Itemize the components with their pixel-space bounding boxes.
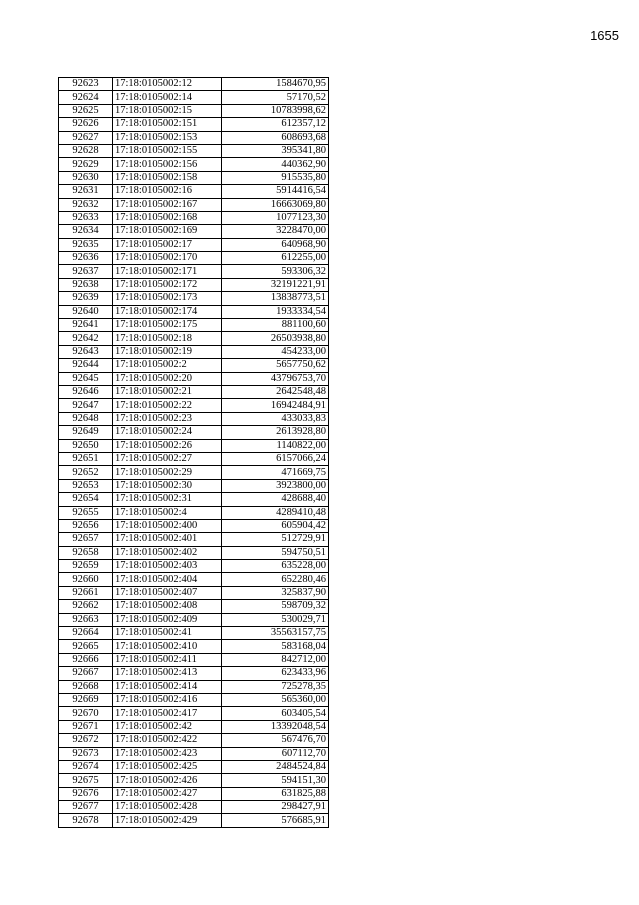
cadastral-value-cell: 583168,04 bbox=[222, 640, 329, 653]
cadastral-value-cell: 603405,54 bbox=[222, 707, 329, 720]
cadastral-number-cell: 17:18:0105002:429 bbox=[113, 814, 222, 827]
cadastral-number-cell: 17:18:0105002:19 bbox=[113, 345, 222, 358]
row-number-cell: 92641 bbox=[59, 319, 113, 332]
cadastral-number-cell: 17:18:0105002:22 bbox=[113, 399, 222, 412]
row-number-cell: 92628 bbox=[59, 144, 113, 157]
row-number-cell: 92636 bbox=[59, 252, 113, 265]
cadastral-number-cell: 17:18:0105002:158 bbox=[113, 171, 222, 184]
cadastral-value-cell: 43796753,70 bbox=[222, 372, 329, 385]
table-row bbox=[59, 787, 329, 800]
row-number-cell: 92656 bbox=[59, 519, 113, 532]
table-row bbox=[59, 774, 329, 787]
row-number-cell: 92672 bbox=[59, 734, 113, 747]
cadastral-number-cell: 17:18:0105002:23 bbox=[113, 412, 222, 425]
cadastral-value-cell: 13392048,54 bbox=[222, 720, 329, 733]
table-row bbox=[59, 479, 329, 492]
cadastral-value-table bbox=[58, 77, 329, 828]
table-row bbox=[59, 292, 329, 305]
cadastral-number-cell: 17:18:0105002:30 bbox=[113, 479, 222, 492]
table-row bbox=[59, 372, 329, 385]
cadastral-number-cell: 17:18:0105002:27 bbox=[113, 452, 222, 465]
table-row bbox=[59, 399, 329, 412]
cadastral-number-cell: 17:18:0105002:410 bbox=[113, 640, 222, 653]
table-row bbox=[59, 814, 329, 827]
cadastral-value-cell: 433033,83 bbox=[222, 412, 329, 425]
cadastral-number-cell: 17:18:0105002:168 bbox=[113, 211, 222, 224]
cadastral-number-cell: 17:18:0105002:24 bbox=[113, 426, 222, 439]
cadastral-number-cell: 17:18:0105002:404 bbox=[113, 573, 222, 586]
row-number-cell: 92663 bbox=[59, 613, 113, 626]
cadastral-number-cell: 17:18:0105002:29 bbox=[113, 466, 222, 479]
table-row bbox=[59, 412, 329, 425]
cadastral-number-cell: 17:18:0105002:169 bbox=[113, 225, 222, 238]
table-row bbox=[59, 680, 329, 693]
row-number-cell: 92625 bbox=[59, 104, 113, 117]
page-number: 1655 bbox=[590, 28, 619, 43]
row-number-cell: 92638 bbox=[59, 278, 113, 291]
table-row bbox=[59, 519, 329, 532]
table-row bbox=[59, 439, 329, 452]
cadastral-number-cell: 17:18:0105002:411 bbox=[113, 653, 222, 666]
cadastral-value-cell: 16663069,80 bbox=[222, 198, 329, 211]
cadastral-value-cell: 512729,91 bbox=[222, 533, 329, 546]
row-number-cell: 92669 bbox=[59, 693, 113, 706]
table-row bbox=[59, 720, 329, 733]
cadastral-number-cell: 17:18:0105002:12 bbox=[113, 78, 222, 91]
table-row bbox=[59, 144, 329, 157]
row-number-cell: 92670 bbox=[59, 707, 113, 720]
cadastral-value-cell: 1584670,95 bbox=[222, 78, 329, 91]
cadastral-number-cell: 17:18:0105002:4 bbox=[113, 506, 222, 519]
table-row bbox=[59, 506, 329, 519]
table-row bbox=[59, 600, 329, 613]
cadastral-value-cell: 594151,30 bbox=[222, 774, 329, 787]
cadastral-value-cell: 5657750,62 bbox=[222, 359, 329, 372]
table-row bbox=[59, 493, 329, 506]
cadastral-value-cell: 623433,96 bbox=[222, 667, 329, 680]
row-number-cell: 92654 bbox=[59, 493, 113, 506]
table-row bbox=[59, 319, 329, 332]
row-number-cell: 92633 bbox=[59, 211, 113, 224]
row-number-cell: 92674 bbox=[59, 760, 113, 773]
table-row bbox=[59, 426, 329, 439]
cadastral-value-cell: 576685,91 bbox=[222, 814, 329, 827]
row-number-cell: 92642 bbox=[59, 332, 113, 345]
row-number-cell: 92665 bbox=[59, 640, 113, 653]
cadastral-value-cell: 530029,71 bbox=[222, 613, 329, 626]
table-row bbox=[59, 158, 329, 171]
table-row bbox=[59, 734, 329, 747]
cadastral-number-cell: 17:18:0105002:20 bbox=[113, 372, 222, 385]
row-number-cell: 92660 bbox=[59, 573, 113, 586]
cadastral-number-cell: 17:18:0105002:155 bbox=[113, 144, 222, 157]
cadastral-value-cell: 5914416,54 bbox=[222, 185, 329, 198]
cadastral-value-cell: 57170,52 bbox=[222, 91, 329, 104]
cadastral-number-cell: 17:18:0105002:414 bbox=[113, 680, 222, 693]
cadastral-value-cell: 471669,75 bbox=[222, 466, 329, 479]
cadastral-value-cell: 395341,80 bbox=[222, 144, 329, 157]
cadastral-value-cell: 32191221,91 bbox=[222, 278, 329, 291]
row-number-cell: 92646 bbox=[59, 385, 113, 398]
cadastral-value-cell: 612357,12 bbox=[222, 118, 329, 131]
table-row bbox=[59, 185, 329, 198]
table-row bbox=[59, 131, 329, 144]
table-row bbox=[59, 359, 329, 372]
table-row bbox=[59, 385, 329, 398]
row-number-cell: 92667 bbox=[59, 667, 113, 680]
table-row bbox=[59, 265, 329, 278]
table-body bbox=[59, 78, 329, 828]
cadastral-value-cell: 881100,60 bbox=[222, 319, 329, 332]
row-number-cell: 92676 bbox=[59, 787, 113, 800]
row-number-cell: 92623 bbox=[59, 78, 113, 91]
table-row bbox=[59, 693, 329, 706]
table-row bbox=[59, 278, 329, 291]
row-number-cell: 92662 bbox=[59, 600, 113, 613]
table-row bbox=[59, 546, 329, 559]
row-number-cell: 92668 bbox=[59, 680, 113, 693]
row-number-cell: 92678 bbox=[59, 814, 113, 827]
cadastral-number-cell: 17:18:0105002:428 bbox=[113, 801, 222, 814]
cadastral-number-cell: 17:18:0105002:31 bbox=[113, 493, 222, 506]
cadastral-number-cell: 17:18:0105002:422 bbox=[113, 734, 222, 747]
cadastral-number-cell: 17:18:0105002:416 bbox=[113, 693, 222, 706]
table-row bbox=[59, 198, 329, 211]
table-row bbox=[59, 801, 329, 814]
row-number-cell: 92671 bbox=[59, 720, 113, 733]
table-row bbox=[59, 653, 329, 666]
cadastral-value-cell: 2484524,84 bbox=[222, 760, 329, 773]
cadastral-number-cell: 17:18:0105002:173 bbox=[113, 292, 222, 305]
cadastral-number-cell: 17:18:0105002:425 bbox=[113, 760, 222, 773]
row-number-cell: 92648 bbox=[59, 412, 113, 425]
row-number-cell: 92661 bbox=[59, 586, 113, 599]
row-number-cell: 92652 bbox=[59, 466, 113, 479]
row-number-cell: 92653 bbox=[59, 479, 113, 492]
cadastral-value-cell: 1933334,54 bbox=[222, 305, 329, 318]
cadastral-value-cell: 607112,70 bbox=[222, 747, 329, 760]
cadastral-number-cell: 17:18:0105002:401 bbox=[113, 533, 222, 546]
table-row bbox=[59, 332, 329, 345]
cadastral-value-cell: 565360,00 bbox=[222, 693, 329, 706]
table-row bbox=[59, 573, 329, 586]
table-row bbox=[59, 747, 329, 760]
cadastral-value-cell: 16942484,91 bbox=[222, 399, 329, 412]
table-row bbox=[59, 627, 329, 640]
cadastral-value-cell: 842712,00 bbox=[222, 653, 329, 666]
row-number-cell: 92624 bbox=[59, 91, 113, 104]
table-row bbox=[59, 238, 329, 251]
cadastral-number-cell: 17:18:0105002:400 bbox=[113, 519, 222, 532]
cadastral-value-cell: 298427,91 bbox=[222, 801, 329, 814]
row-number-cell: 92637 bbox=[59, 265, 113, 278]
cadastral-value-cell: 593306,32 bbox=[222, 265, 329, 278]
cadastral-number-cell: 17:18:0105002:427 bbox=[113, 787, 222, 800]
row-number-cell: 92649 bbox=[59, 426, 113, 439]
cadastral-value-cell: 440362,90 bbox=[222, 158, 329, 171]
cadastral-value-cell: 631825,88 bbox=[222, 787, 329, 800]
cadastral-value-cell: 35563157,75 bbox=[222, 627, 329, 640]
cadastral-number-cell: 17:18:0105002:172 bbox=[113, 278, 222, 291]
table-row bbox=[59, 560, 329, 573]
cadastral-value-cell: 612255,00 bbox=[222, 252, 329, 265]
cadastral-number-cell: 17:18:0105002:26 bbox=[113, 439, 222, 452]
row-number-cell: 92647 bbox=[59, 399, 113, 412]
row-number-cell: 92632 bbox=[59, 198, 113, 211]
row-number-cell: 92631 bbox=[59, 185, 113, 198]
table-row bbox=[59, 613, 329, 626]
cadastral-number-cell: 17:18:0105002:403 bbox=[113, 560, 222, 573]
table-row bbox=[59, 305, 329, 318]
row-number-cell: 92644 bbox=[59, 359, 113, 372]
cadastral-number-cell: 17:18:0105002:16 bbox=[113, 185, 222, 198]
cadastral-number-cell: 17:18:0105002:408 bbox=[113, 600, 222, 613]
cadastral-value-cell: 13838773,51 bbox=[222, 292, 329, 305]
cadastral-number-cell: 17:18:0105002:175 bbox=[113, 319, 222, 332]
row-number-cell: 92675 bbox=[59, 774, 113, 787]
table-row bbox=[59, 171, 329, 184]
cadastral-value-cell: 640968,90 bbox=[222, 238, 329, 251]
row-number-cell: 92645 bbox=[59, 372, 113, 385]
cadastral-number-cell: 17:18:0105002:409 bbox=[113, 613, 222, 626]
table-row bbox=[59, 225, 329, 238]
table-row bbox=[59, 118, 329, 131]
cadastral-number-cell: 17:18:0105002:423 bbox=[113, 747, 222, 760]
table-row bbox=[59, 466, 329, 479]
row-number-cell: 92650 bbox=[59, 439, 113, 452]
cadastral-number-cell: 17:18:0105002:407 bbox=[113, 586, 222, 599]
cadastral-value-cell: 2613928,80 bbox=[222, 426, 329, 439]
cadastral-value-cell: 725278,35 bbox=[222, 680, 329, 693]
cadastral-value-cell: 3923800,00 bbox=[222, 479, 329, 492]
row-number-cell: 92658 bbox=[59, 546, 113, 559]
cadastral-number-cell: 17:18:0105002:167 bbox=[113, 198, 222, 211]
cadastral-value-cell: 915535,80 bbox=[222, 171, 329, 184]
row-number-cell: 92629 bbox=[59, 158, 113, 171]
cadastral-number-cell: 17:18:0105002:402 bbox=[113, 546, 222, 559]
row-number-cell: 92640 bbox=[59, 305, 113, 318]
table-row bbox=[59, 78, 329, 91]
cadastral-number-cell: 17:18:0105002:17 bbox=[113, 238, 222, 251]
cadastral-number-cell: 17:18:0105002:171 bbox=[113, 265, 222, 278]
cadastral-number-cell: 17:18:0105002:417 bbox=[113, 707, 222, 720]
row-number-cell: 92643 bbox=[59, 345, 113, 358]
cadastral-value-cell: 454233,00 bbox=[222, 345, 329, 358]
table-row bbox=[59, 91, 329, 104]
row-number-cell: 92659 bbox=[59, 560, 113, 573]
row-number-cell: 92635 bbox=[59, 238, 113, 251]
table-row bbox=[59, 345, 329, 358]
cadastral-value-cell: 4289410,48 bbox=[222, 506, 329, 519]
row-number-cell: 92630 bbox=[59, 171, 113, 184]
cadastral-number-cell: 17:18:0105002:170 bbox=[113, 252, 222, 265]
cadastral-number-cell: 17:18:0105002:14 bbox=[113, 91, 222, 104]
table-row bbox=[59, 104, 329, 117]
table-row bbox=[59, 533, 329, 546]
row-number-cell: 92666 bbox=[59, 653, 113, 666]
cadastral-number-cell: 17:18:0105002:153 bbox=[113, 131, 222, 144]
cadastral-number-cell: 17:18:0105002:18 bbox=[113, 332, 222, 345]
row-number-cell: 92655 bbox=[59, 506, 113, 519]
table-row bbox=[59, 252, 329, 265]
cadastral-number-cell: 17:18:0105002:21 bbox=[113, 385, 222, 398]
cadastral-value-cell: 1140822,00 bbox=[222, 439, 329, 452]
cadastral-value-cell: 428688,40 bbox=[222, 493, 329, 506]
cadastral-number-cell: 17:18:0105002:15 bbox=[113, 104, 222, 117]
cadastral-value-cell: 3228470,00 bbox=[222, 225, 329, 238]
row-number-cell: 92634 bbox=[59, 225, 113, 238]
cadastral-number-cell: 17:18:0105002:151 bbox=[113, 118, 222, 131]
table-row bbox=[59, 667, 329, 680]
cadastral-value-cell: 325837,90 bbox=[222, 586, 329, 599]
row-number-cell: 92651 bbox=[59, 452, 113, 465]
cadastral-number-cell: 17:18:0105002:42 bbox=[113, 720, 222, 733]
cadastral-value-cell: 10783998,62 bbox=[222, 104, 329, 117]
cadastral-number-cell: 17:18:0105002:2 bbox=[113, 359, 222, 372]
table-row bbox=[59, 707, 329, 720]
cadastral-number-cell: 17:18:0105002:41 bbox=[113, 627, 222, 640]
cadastral-value-cell: 598709,32 bbox=[222, 600, 329, 613]
row-number-cell: 92673 bbox=[59, 747, 113, 760]
table-row bbox=[59, 211, 329, 224]
cadastral-number-cell: 17:18:0105002:156 bbox=[113, 158, 222, 171]
cadastral-value-cell: 635228,00 bbox=[222, 560, 329, 573]
cadastral-number-cell: 17:18:0105002:426 bbox=[113, 774, 222, 787]
row-number-cell: 92664 bbox=[59, 627, 113, 640]
cadastral-value-cell: 2642548,48 bbox=[222, 385, 329, 398]
table-row bbox=[59, 586, 329, 599]
row-number-cell: 92639 bbox=[59, 292, 113, 305]
cadastral-value-cell: 6157066,24 bbox=[222, 452, 329, 465]
cadastral-value-cell: 652280,46 bbox=[222, 573, 329, 586]
cadastral-value-cell: 26503938,80 bbox=[222, 332, 329, 345]
cadastral-value-cell: 605904,42 bbox=[222, 519, 329, 532]
cadastral-value-cell: 1077123,30 bbox=[222, 211, 329, 224]
row-number-cell: 92626 bbox=[59, 118, 113, 131]
cadastral-value-cell: 608693,68 bbox=[222, 131, 329, 144]
cadastral-value-cell: 594750,51 bbox=[222, 546, 329, 559]
row-number-cell: 92657 bbox=[59, 533, 113, 546]
cadastral-number-cell: 17:18:0105002:174 bbox=[113, 305, 222, 318]
row-number-cell: 92677 bbox=[59, 801, 113, 814]
row-number-cell: 92627 bbox=[59, 131, 113, 144]
table-row bbox=[59, 640, 329, 653]
table-row bbox=[59, 760, 329, 773]
cadastral-number-cell: 17:18:0105002:413 bbox=[113, 667, 222, 680]
cadastral-value-cell: 567476,70 bbox=[222, 734, 329, 747]
table-row bbox=[59, 452, 329, 465]
